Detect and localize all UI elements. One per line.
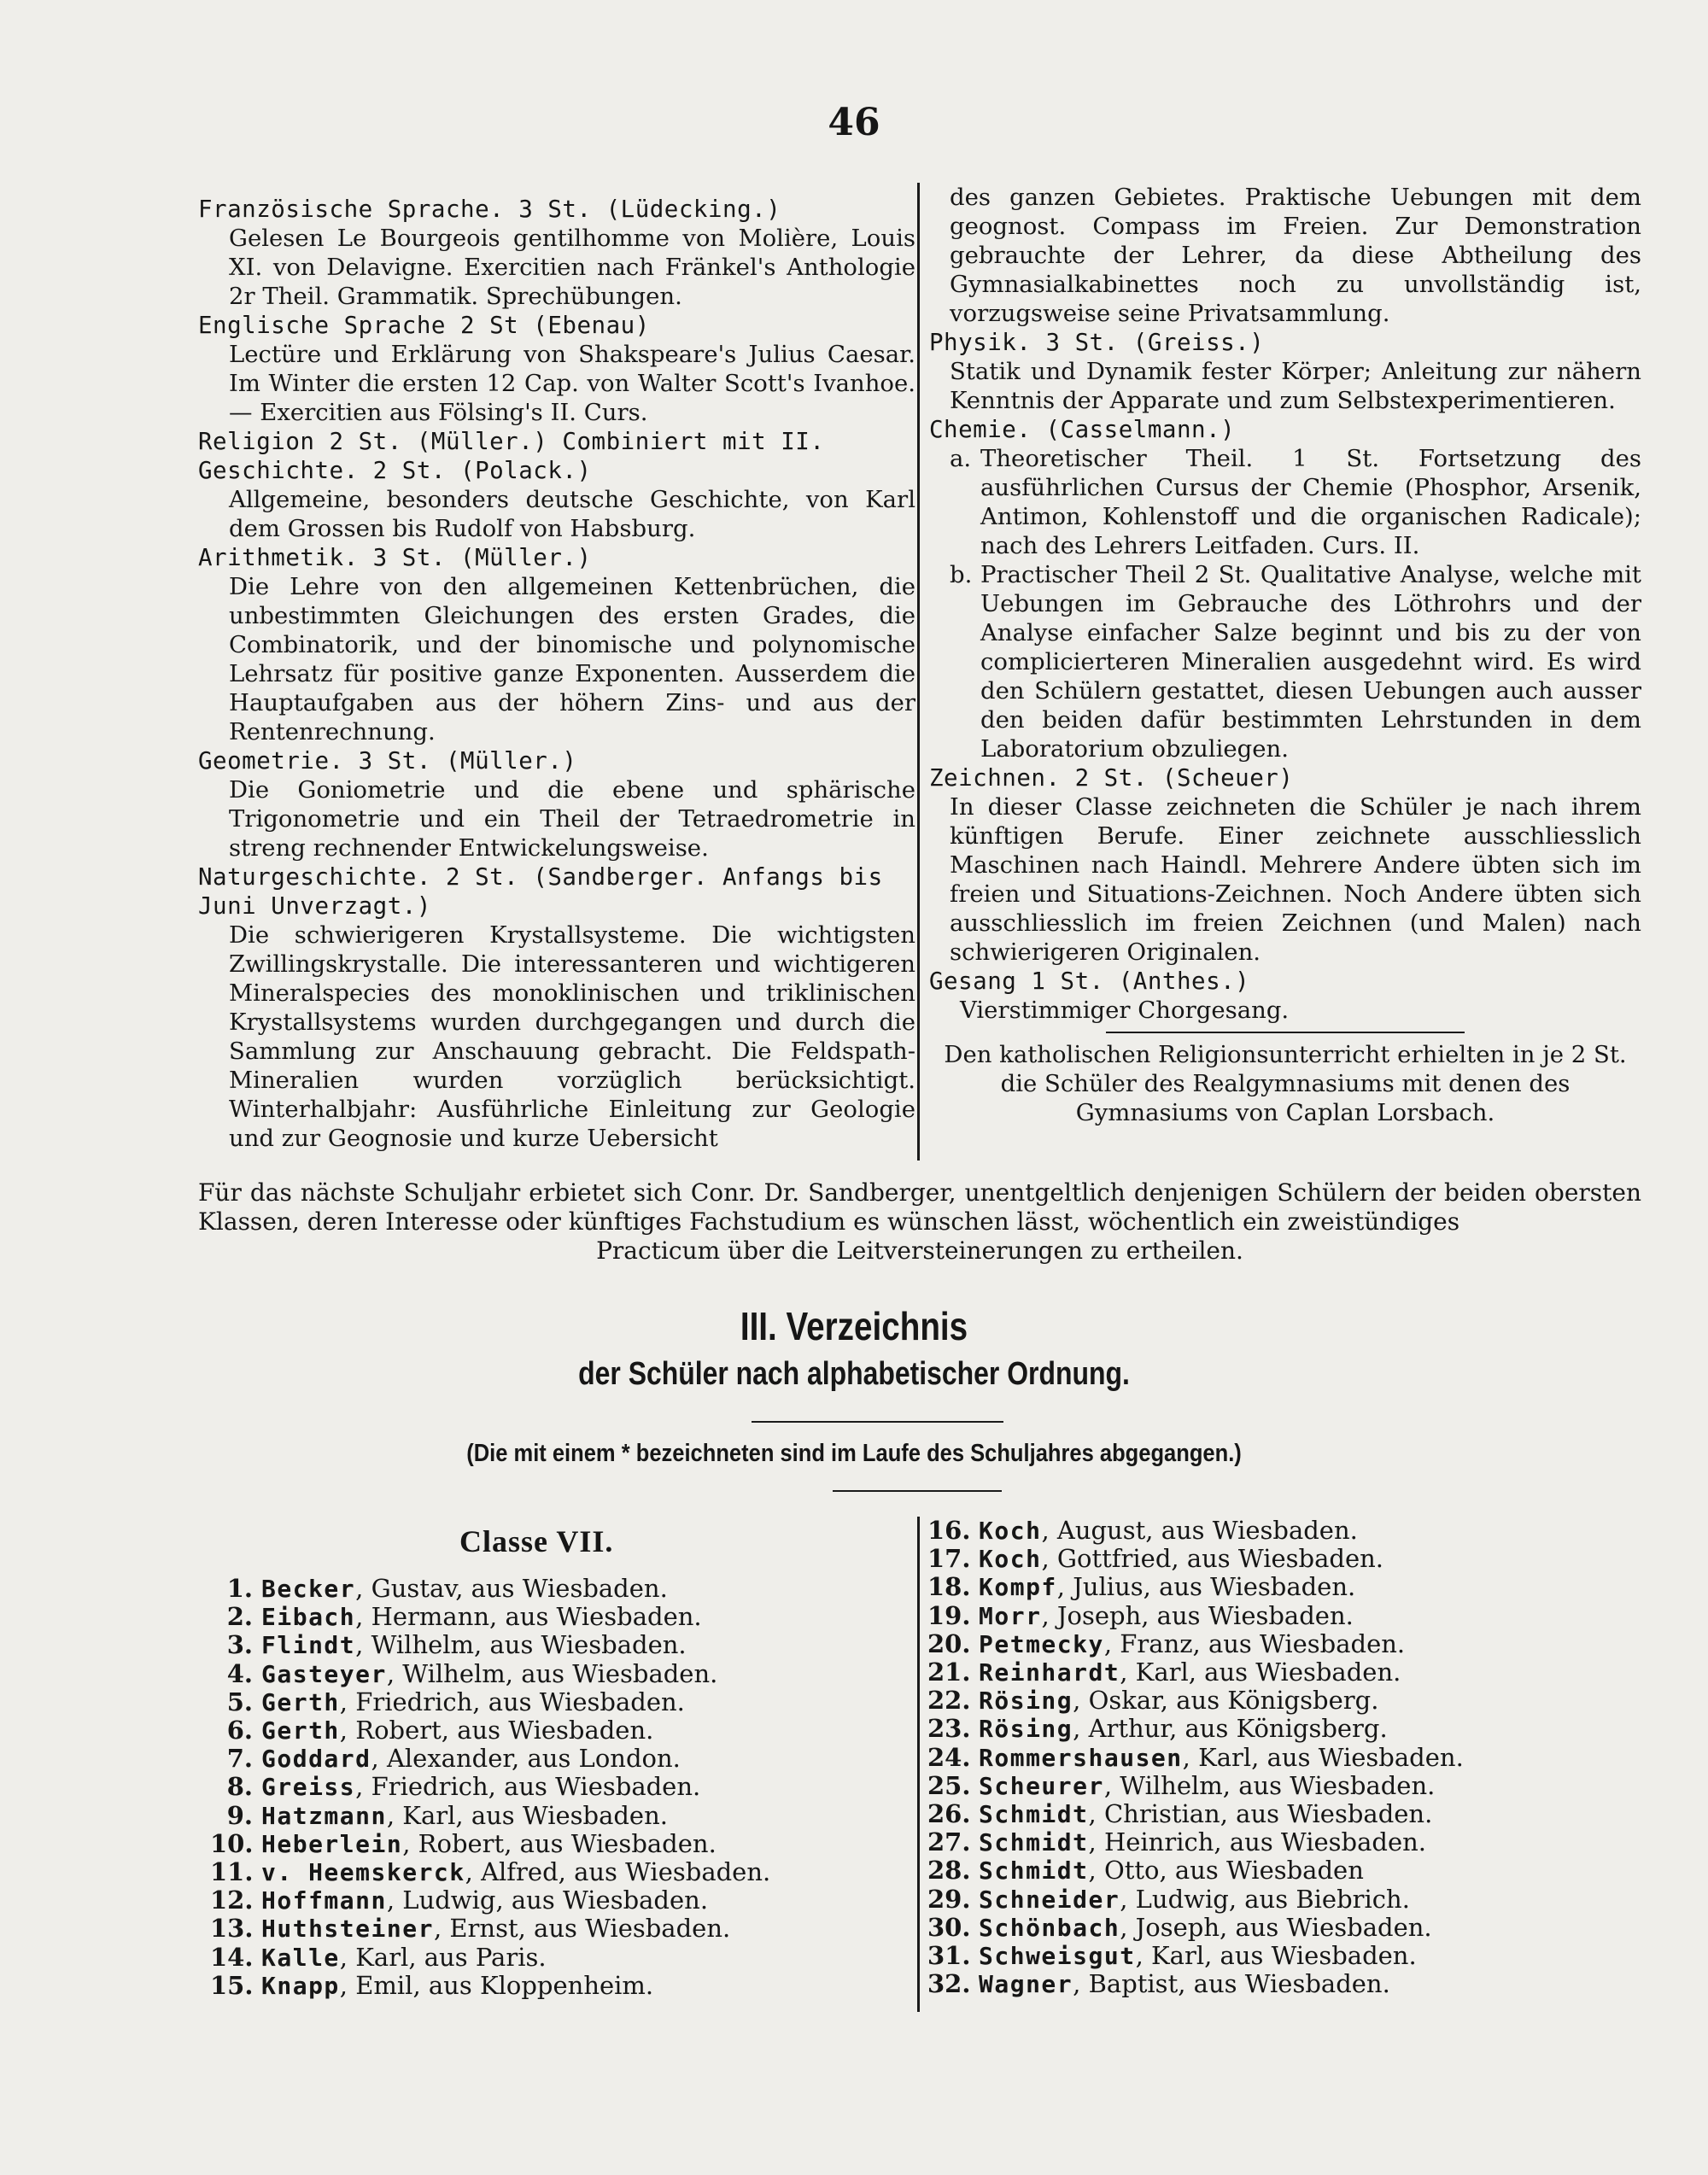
list-item: 7. Goddard, Alexander, aus London. xyxy=(226,1744,681,1774)
list-item: 26. Schmidt, Christian, aus Wiesbaden. xyxy=(927,1799,1433,1829)
divider-rule xyxy=(833,1490,1002,1492)
list-item: 11. v. Heemskerck, Alfred, aus Wiesbaden. xyxy=(210,1857,771,1887)
section-title: III. Verzeichnis xyxy=(740,1304,968,1348)
note-text: Für das nächste Schuljahr erbietet sich Conr. Dr. Sandberger, unentgeltlich denjenigen Schülern der beiden obersten Klassen, deren Interesse oder künftiges Fachstudium es wünschen lässt, wöchentlich ein zweistündiges xyxy=(198,1178,1641,1236)
subject-heading: Geometrie. 3 St. (Müller.) xyxy=(198,747,577,775)
subject-naturgeschichte xyxy=(198,862,915,1153)
list-item: 4. Gasteyer, Wilhelm, aus Wiesbaden. xyxy=(226,1658,718,1688)
item-text: Theoretischer Theil. 1 St. Fortsetzung des ausführlichen Cursus der Chemie (Phosphor, Arsenik, Antimon, Kohlenstoff und die organischen Radicale); nach des Lehrers Leitfaden. Curs. II. xyxy=(980,445,1641,559)
class-title: Classe VII. xyxy=(459,1524,614,1558)
subject-heading: Physik. 3 St. (Greiss.) xyxy=(929,329,1265,356)
list-item: 19. Morr, Joseph, aus Wiesbaden. xyxy=(927,1600,1354,1630)
list-item: 17. Koch, Gottfried, aus Wiesbaden. xyxy=(927,1544,1383,1574)
subject-heading: Englische Sprache 2 St (Ebenau) xyxy=(198,312,650,339)
list-item: 18. Kompf, Julius, aus Wiesbaden. xyxy=(927,1572,1356,1602)
student-list-left xyxy=(210,1575,893,2000)
subject-body: Die Goniometrie und die ebene und sphärische Trigonometrie und ein Theil der Tetraedrometrie in streng rechnender Entwickelungsweise. xyxy=(229,776,915,862)
list-item: 20. Petmecky, Franz, aus Wiesbaden. xyxy=(927,1628,1406,1658)
subject-heading: Chemie. (Casselmann.) xyxy=(929,416,1236,443)
subject-heading: Zeichnen. 2 St. (Scheuer) xyxy=(929,764,1294,792)
page-number: 46 xyxy=(828,101,880,144)
sandberger-note xyxy=(198,1178,1641,1266)
subject-chemie xyxy=(929,415,1641,763)
list-item: 29. Schneider, Ludwig, aus Biebrich. xyxy=(927,1884,1410,1914)
list-item: 12. Hoffmann, Ludwig, aus Wiesbaden. xyxy=(210,1886,709,1915)
list-item: 13. Huthsteiner, Ernst, aus Wiesbaden. xyxy=(210,1914,731,1944)
section-note: (Die mit einem * bezeichneten sind im Laufe des Schuljahres abgegangen.) xyxy=(466,1440,1242,1467)
subject-body: Lectüre und Erklärung von Shakspeare's Julius Caesar. Im Winter die ersten 12 Cap. von Walter Scott's Ivanhoe. — Exercitien aus Fölsing's II. Curs. xyxy=(229,341,915,426)
list-item: 22. Rösing, Oskar, aus Königsberg. xyxy=(927,1686,1379,1716)
list-item: 8. Greiss, Friedrich, aus Wiesbaden. xyxy=(226,1772,701,1802)
list-item: 5. Gerth, Friedrich, aus Wiesbaden. xyxy=(226,1687,685,1716)
subject-body: Die schwierigeren Krystallsysteme. Die wichtigsten Zwillingskrystalle. Die interessanteren und wichtigeren Mineralspecies des monoklinischen und triklinischen Krystallsystems wurden durchgegangen und durch die Sammlung zur Anschauung gebracht. Die Feldspath-Mineralien wurden vorzüglich berücksichtigt. Winterhalbjahr: Ausführliche Einleitung zur Geologie und zur Geognosie und kurze Uebersicht xyxy=(229,921,915,1152)
continuation-text xyxy=(929,183,1641,328)
list-item: 27. Schmidt, Heinrich, aus Wiesbaden. xyxy=(927,1827,1427,1857)
subject-heading: Geschichte. 2 St. (Polack.) xyxy=(198,457,592,484)
item-label: b. xyxy=(950,561,973,588)
list-item: 23. Rösing, Arthur, aus Königsberg. xyxy=(927,1714,1388,1744)
list-item: 14. Kalle, Karl, aus Paris. xyxy=(210,1942,547,1972)
subject-religion xyxy=(198,427,915,456)
item-label: a. xyxy=(950,445,972,472)
list-item: 2. Eibach, Hermann, aus Wiesbaden. xyxy=(226,1602,702,1632)
subject-heading: Religion 2 St. (Müller.) Combiniert mit II. xyxy=(198,428,825,455)
subject-franzoesisch xyxy=(198,195,915,311)
subject-body: Statik und Dynamik fester Körper; Anleitung zur nähern Kenntnis der Apparate und zum Selbstexperimentieren. xyxy=(950,358,1641,414)
subject-body: Allgemeine, besonders deutsche Geschichte, von Karl dem Grossen bis Rudolf von Habsburg. xyxy=(229,486,915,542)
list-item: 30. Schönbach, Joseph, aus Wiesbaden. xyxy=(927,1912,1432,1942)
subject-heading: Arithmetik. 3 St. (Müller.) xyxy=(198,544,592,571)
subject-body: In dieser Classe zeichneten die Schüler je nach ihrem künftigen Berufe. Einer zeichnete ausschliesslich Maschinen nach Haindl. Mehrere Andere übten sich im freien und Situations-Zeichnen. Noch Andere übten sich ausschliesslich im freien Zeichnen (und Malen) nach schwierigeren Originalen. xyxy=(950,793,1641,966)
column-divider xyxy=(917,183,920,1161)
student-list-right xyxy=(927,1517,1628,1998)
subject-arithmetik xyxy=(198,543,915,746)
religion-note: Den katholischen Religionsunterricht erhielten in je 2 St. die Schüler des Realgymnasiums mit denen des Gymnasiums von Caplan Lorsbach. xyxy=(944,1041,1627,1126)
list-item: 16. Koch, August, aus Wiesbaden. xyxy=(927,1516,1358,1545)
list-item: 21. Reinhardt, Karl, aus Wiesbaden. xyxy=(927,1658,1401,1687)
subject-zeichnen xyxy=(929,763,1641,967)
section-subtitle: der Schüler nach alphabetischer Ordnung. xyxy=(578,1356,1130,1392)
divider-rule xyxy=(752,1421,1003,1423)
left-column xyxy=(198,195,915,1153)
list-item: 15. Knapp, Emil, aus Kloppenheim. xyxy=(210,1970,654,2000)
list-item: 10. Heberlein, Robert, aus Wiesbaden. xyxy=(210,1828,717,1858)
subject-heading: Naturgeschichte. 2 St. (Sandberger. Anfangs bis Juni Unverzagt.) xyxy=(198,863,883,920)
list-item: 6. Gerth, Robert, aus Wiesbaden. xyxy=(226,1716,654,1745)
subject-gesang xyxy=(929,967,1641,1025)
list-item: 3. Flindt, Wilhelm, aus Wiesbaden. xyxy=(226,1630,687,1660)
item-text: Practischer Theil 2 St. Qualitative Analyse, welche mit Uebungen im Gebrauche des Löthrohrs und der Analyse einfacher Salze beginnt und bis zu der von complicierteren Mineralien ausgedehnt wird. Es wird den Schülern gestattet, diesen Uebungen auch ausser den beiden dafür bestimmten Lehrstunden in dem Laboratorium obzuliegen. xyxy=(980,561,1641,763)
chemie-item-b xyxy=(929,560,1641,763)
divider-rule xyxy=(1106,1032,1465,1033)
right-column xyxy=(929,183,1641,1127)
subject-body: Die Lehre von den allgemeinen Kettenbrüchen, die unbestimmten Gleichungen des ersten Grades, die Combinatorik, und der binomische und polynomische Lehrsatz für positive ganze Exponenten. Ausserdem die Hauptaufgaben aus der höhern Zins- und aus der Rentenrechnung. xyxy=(229,573,915,745)
column-divider xyxy=(917,1517,920,2012)
subject-heading: Französische Sprache. 3 St. (Lüdecking.) xyxy=(198,196,781,223)
subject-heading: Gesang 1 St. (Anthes.) xyxy=(929,968,1250,995)
list-item: 32. Wagner, Baptist, aus Wiesbaden. xyxy=(927,1969,1390,1999)
subject-body: Gelesen Le Bourgeois gentilhomme von Molière, Louis XI. von Delavigne. Exercitien nach Fränkel's Anthologie 2r Theil. Grammatik. Sprechübungen. xyxy=(229,225,915,310)
subject-geschichte xyxy=(198,456,915,543)
subject-geometrie xyxy=(198,746,915,862)
list-item: 28. Schmidt, Otto, aus Wiesbaden xyxy=(927,1856,1364,1886)
list-item: 1. Becker, Gustav, aus Wiesbaden. xyxy=(226,1574,668,1603)
note-text-last: Practicum über die Leitversteinerungen zu ertheilen. xyxy=(596,1237,1243,1265)
list-item: 31. Schweisgut, Karl, aus Wiesbaden. xyxy=(927,1941,1417,1971)
list-item: 9. Hatzmann, Karl, aus Wiesbaden. xyxy=(226,1800,668,1830)
list-item: 24. Rommershausen, Karl, aus Wiesbaden. xyxy=(927,1742,1464,1772)
chemie-item-a xyxy=(929,444,1641,560)
subject-body: Vierstimmiger Chorgesang. xyxy=(960,997,1290,1024)
subject-physik xyxy=(929,328,1641,415)
subject-body: des ganzen Gebietes. Praktische Uebungen mit dem geognost. Compass im Freien. Zur Demonstration gebrauchte der Lehrer, da diese Abtheilung des Gymnasialkabinettes noch zu unvollständig ist, vorzugsweise seine Privatsammlung. xyxy=(950,184,1641,327)
list-item: 25. Scheurer, Wilhelm, aus Wiesbaden. xyxy=(927,1770,1436,1800)
subject-englisch xyxy=(198,311,915,427)
